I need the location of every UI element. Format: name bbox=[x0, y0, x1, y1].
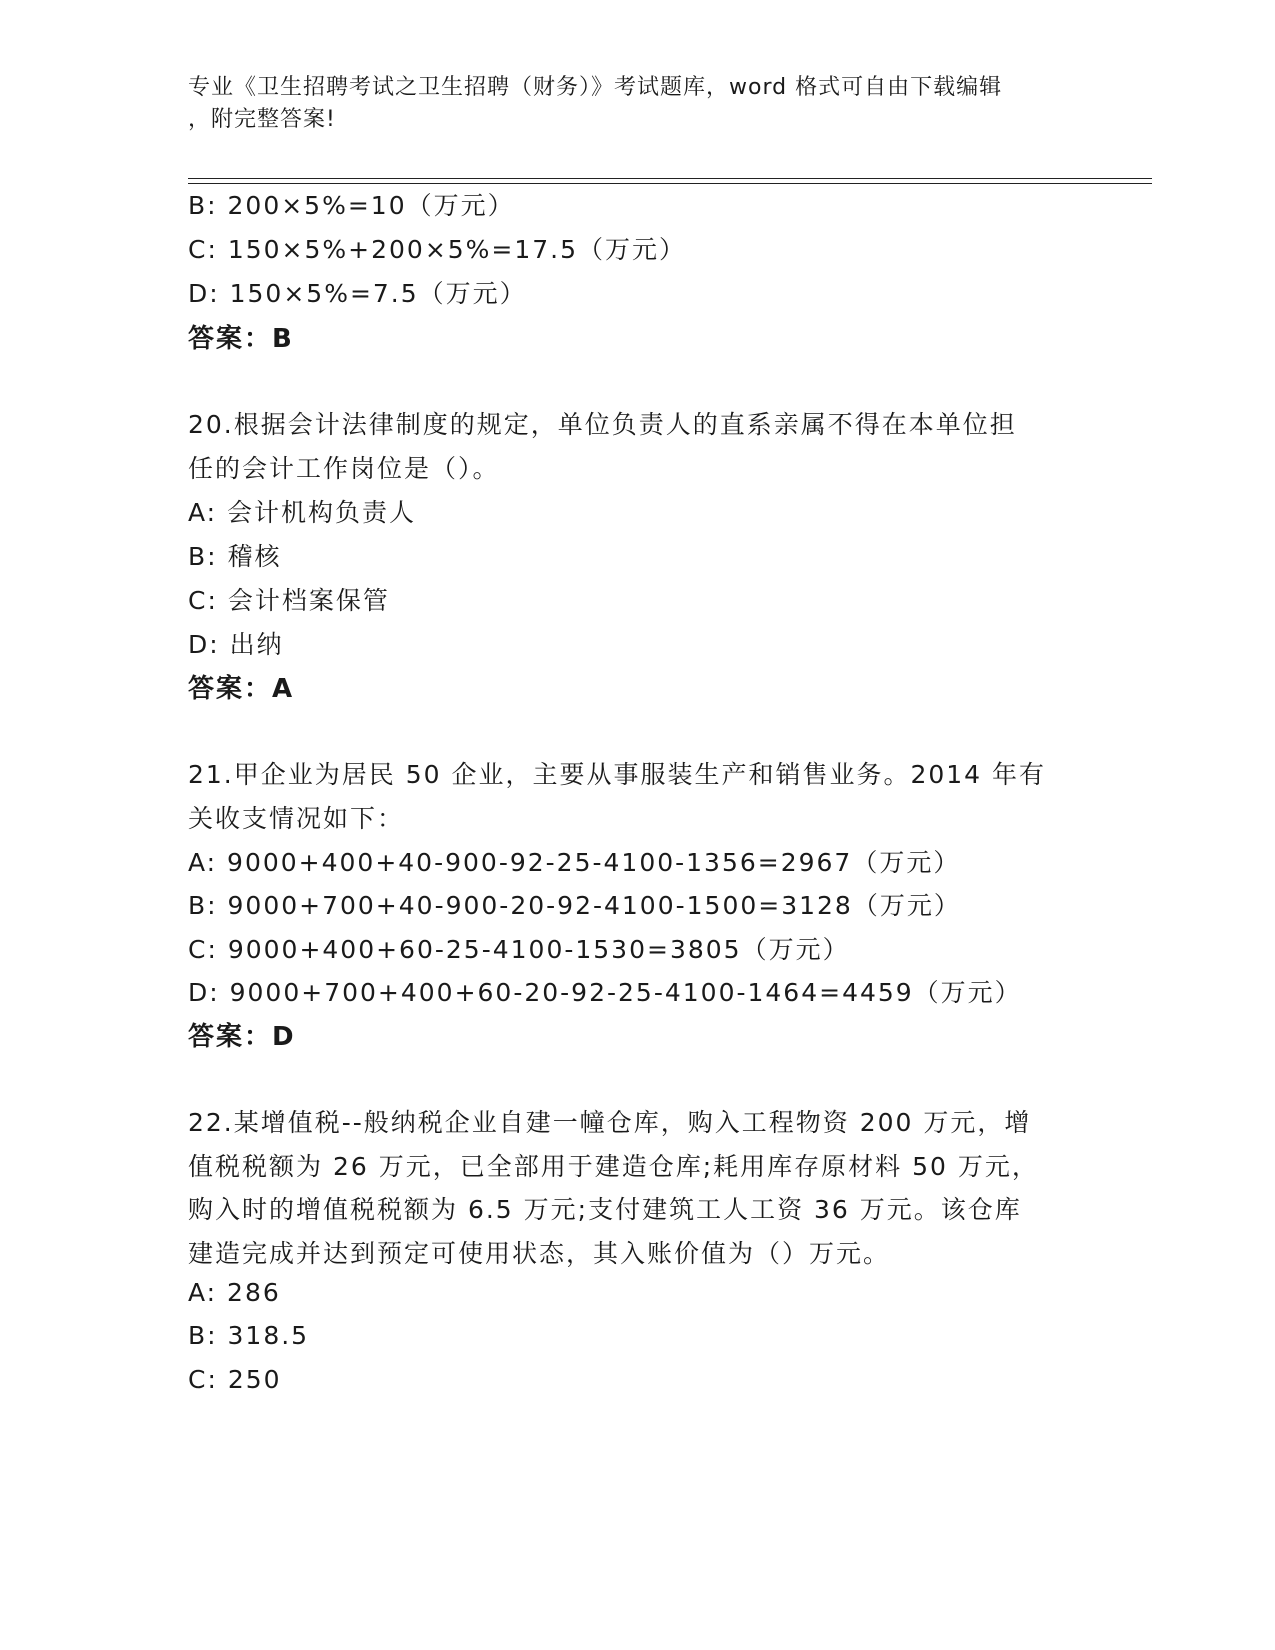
question-line: 关收支情况如下： bbox=[188, 804, 405, 833]
question-line: 任的会计工作岗位是（）。 bbox=[188, 454, 500, 483]
option-line: D: 9000+700+400+60-20-92-25-4100-1464=4459（万元） bbox=[188, 978, 1022, 1007]
answer-line: 答案：B bbox=[188, 324, 294, 354]
answer-line: 答案：A bbox=[188, 674, 295, 704]
question-line: 建造完成并达到预定可使用状态，其入账价值为（）万元。 bbox=[188, 1239, 891, 1268]
answer-line: 答案：D bbox=[188, 1022, 296, 1052]
option-line: A: 会计机构负责人 bbox=[188, 498, 417, 527]
option-line: D: 出纳 bbox=[188, 630, 284, 659]
option-line: C: 150×5%+200×5%=17.5（万元） bbox=[188, 235, 687, 264]
header-divider-bottom bbox=[188, 183, 1152, 184]
option-line: A: 9000+400+40-900-92-25-4100-1356=2967（万元） bbox=[188, 848, 961, 877]
option-line: B: 200×5%=10（万元） bbox=[188, 191, 515, 220]
option-line: B: 318.5 bbox=[188, 1321, 310, 1350]
header-note-line-2: ，附完整答案! bbox=[188, 107, 336, 132]
option-line: C: 250 bbox=[188, 1365, 282, 1394]
header-divider-top bbox=[188, 178, 1152, 179]
question-line: 20.根据会计法律制度的规定，单位负责人的直系亲属不得在本单位担 bbox=[188, 410, 1017, 439]
option-line: B: 9000+700+40-900-20-92-4100-1500=3128（万元） bbox=[188, 891, 961, 920]
option-line: C: 会计档案保管 bbox=[188, 586, 390, 615]
question-line: 21.甲企业为居民 50 企业，主要从事服装生产和销售业务。2014 年有 bbox=[188, 760, 1047, 789]
option-line: B: 稽核 bbox=[188, 542, 282, 571]
option-line: C: 9000+400+60-25-4100-1530=3805（万元） bbox=[188, 935, 850, 964]
option-line: A: 286 bbox=[188, 1278, 281, 1307]
question-line: 购入时的增值税税额为 6.5 万元;支付建筑工人工资 36 万元。该仓库 bbox=[188, 1195, 1022, 1224]
header-note bbox=[188, 72, 1088, 136]
option-line: D: 150×5%=7.5（万元） bbox=[188, 279, 527, 308]
question-line: 22.某增值税--般纳税企业自建一幢仓库，购入工程物资 200 万元，增 bbox=[188, 1108, 1032, 1137]
header-note-line-1: 专业《卫生招聘考试之卫生招聘（财务）》考试题库，word 格式可自由下载编辑 bbox=[188, 75, 1003, 100]
question-line: 值税税额为 26 万元，已全部用于建造仓库;耗用库存原材料 50 万元， bbox=[188, 1152, 1039, 1181]
